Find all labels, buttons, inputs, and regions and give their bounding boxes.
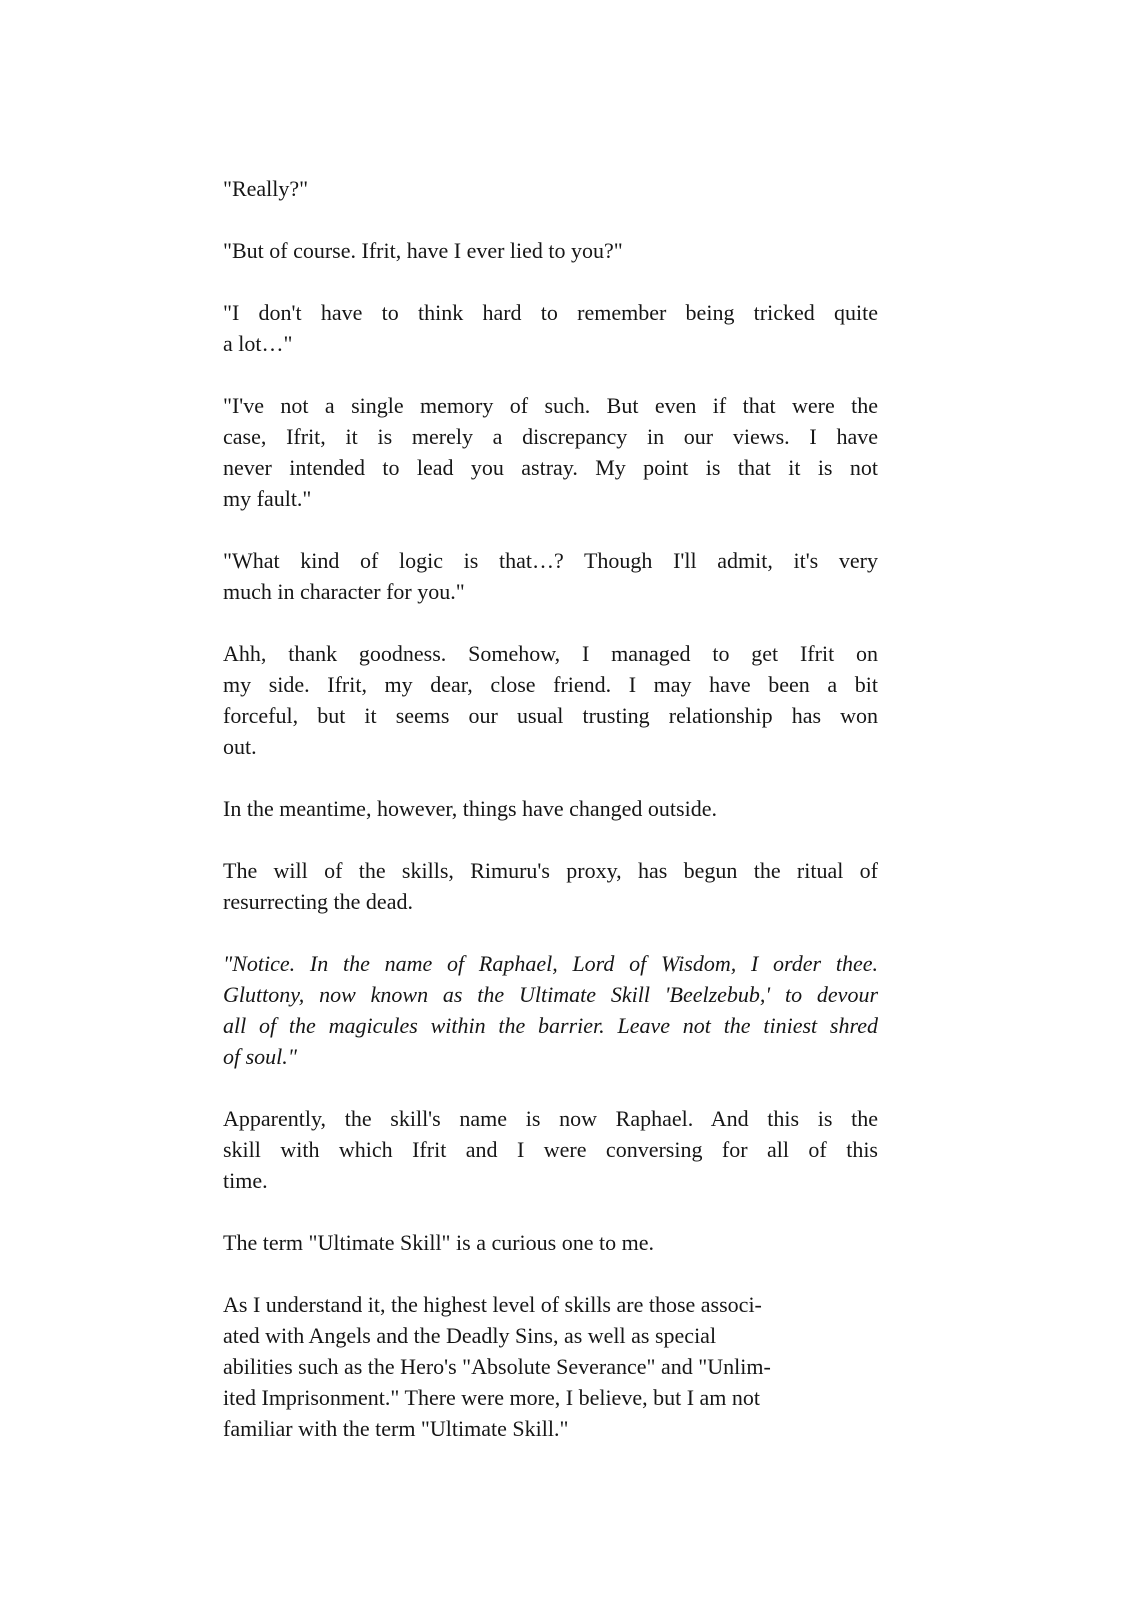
text-line: my fault."	[223, 486, 312, 511]
body-paragraph	[223, 390, 878, 514]
text-line: my side. Ifrit, my dear, close friend. I may have been a bit	[223, 672, 878, 697]
body-paragraph	[223, 545, 878, 607]
text-line: "But of course. Ifrit, have I ever lied to you?"	[223, 238, 623, 263]
text-line: much in character for you."	[223, 579, 465, 604]
text-line: skill with which Ifrit and I were conversing for all of this	[223, 1137, 878, 1162]
body-paragraph	[223, 235, 878, 266]
text-line: "Notice. In the name of Raphael, Lord of Wisdom, I order thee.	[223, 951, 878, 976]
text-line: of soul."	[223, 1044, 298, 1069]
body-paragraph	[223, 793, 878, 824]
text-line: Gluttony, now known as the Ultimate Skill 'Beelzebub,' to devour	[223, 982, 878, 1007]
text-line: familiar with the term "Ultimate Skill."	[223, 1416, 569, 1441]
text-line: ited Imprisonment." There were more, I believe, but I am not	[223, 1385, 761, 1410]
text-line: abilities such as the Hero's "Absolute Severance" and "Unlim-	[223, 1354, 771, 1379]
body-paragraph	[223, 638, 878, 762]
body-paragraph	[223, 297, 878, 359]
text-line: "What kind of logic is that…? Though I'll admit, it's very	[223, 548, 878, 573]
text-line: resurrecting the dead.	[223, 889, 413, 914]
skill-notice-paragraph	[223, 948, 878, 1072]
body-paragraph	[223, 1289, 878, 1444]
text-line: all of the magicules within the barrier. Leave not the tiniest shred	[223, 1013, 878, 1038]
text-line: time.	[223, 1168, 268, 1193]
text-line: The will of the skills, Rimuru's proxy, has begun the ritual of	[223, 858, 878, 883]
text-line: ated with Angels and the Deadly Sins, as well as special	[223, 1323, 717, 1348]
text-line: As I understand it, the highest level of skills are those associ-	[223, 1292, 762, 1317]
text-line: never intended to lead you astray. My point is that it is not	[223, 455, 878, 480]
body-paragraph	[223, 1227, 878, 1258]
text-line: a lot…"	[223, 331, 293, 356]
text-line: "I don't have to think hard to remember being tricked quite	[223, 300, 878, 325]
text-line: out.	[223, 734, 257, 759]
body-paragraph	[223, 173, 878, 204]
text-line: In the meantime, however, things have changed outside.	[223, 796, 717, 821]
text-line: The term "Ultimate Skill" is a curious one to me.	[223, 1230, 654, 1255]
text-line: "Really?"	[223, 176, 309, 201]
text-line: forceful, but it seems our usual trusting relationship has won	[223, 703, 878, 728]
body-paragraph	[223, 1103, 878, 1196]
body-paragraph	[223, 855, 878, 917]
page-text	[223, 173, 878, 1444]
text-line: Apparently, the skill's name is now Raphael. And this is the	[223, 1106, 878, 1131]
text-line: case, Ifrit, it is merely a discrepancy in our views. I have	[223, 424, 878, 449]
text-line: Ahh, thank goodness. Somehow, I managed to get Ifrit on	[223, 641, 878, 666]
text-line: "I've not a single memory of such. But even if that were the	[223, 393, 878, 418]
